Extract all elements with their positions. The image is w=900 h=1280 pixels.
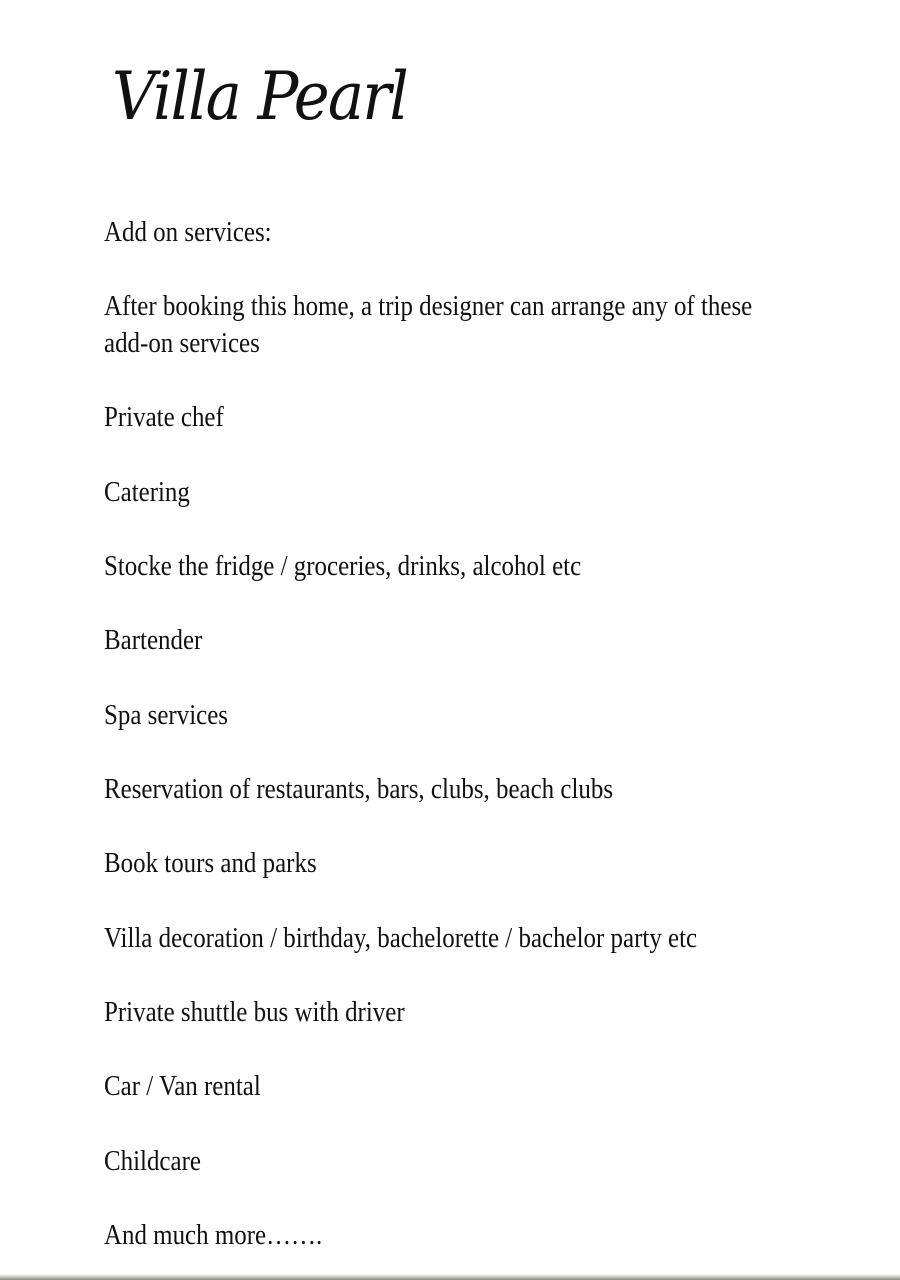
service-decoration: Villa decoration / birthday, bachelorette / bachelor party etc <box>104 922 698 954</box>
service-car-rental: Car / Van rental <box>104 1070 261 1102</box>
service-catering: Catering <box>104 476 190 508</box>
service-shuttle: Private shuttle bus with driver <box>104 996 405 1028</box>
service-spa: Spa services <box>104 699 228 731</box>
page-bottom-edge <box>0 1274 900 1280</box>
service-more: And much more……. <box>104 1219 323 1251</box>
service-childcare: Childcare <box>104 1145 201 1177</box>
service-tours: Book tours and parks <box>104 847 317 879</box>
villa-title: Villa Pearl <box>112 58 408 135</box>
intro-text-line-1: After booking this home, a trip designer can arrange any of these <box>104 290 753 322</box>
service-reservations: Reservation of restaurants, bars, clubs, beach clubs <box>104 773 614 805</box>
intro-text-line-2: add-on services <box>104 327 260 359</box>
service-stock-fridge: Stocke the fridge / groceries, drinks, alcohol etc <box>104 550 582 582</box>
service-private-chef: Private chef <box>104 401 224 433</box>
services-heading: Add on services: <box>104 216 272 248</box>
service-bartender: Bartender <box>104 624 203 656</box>
